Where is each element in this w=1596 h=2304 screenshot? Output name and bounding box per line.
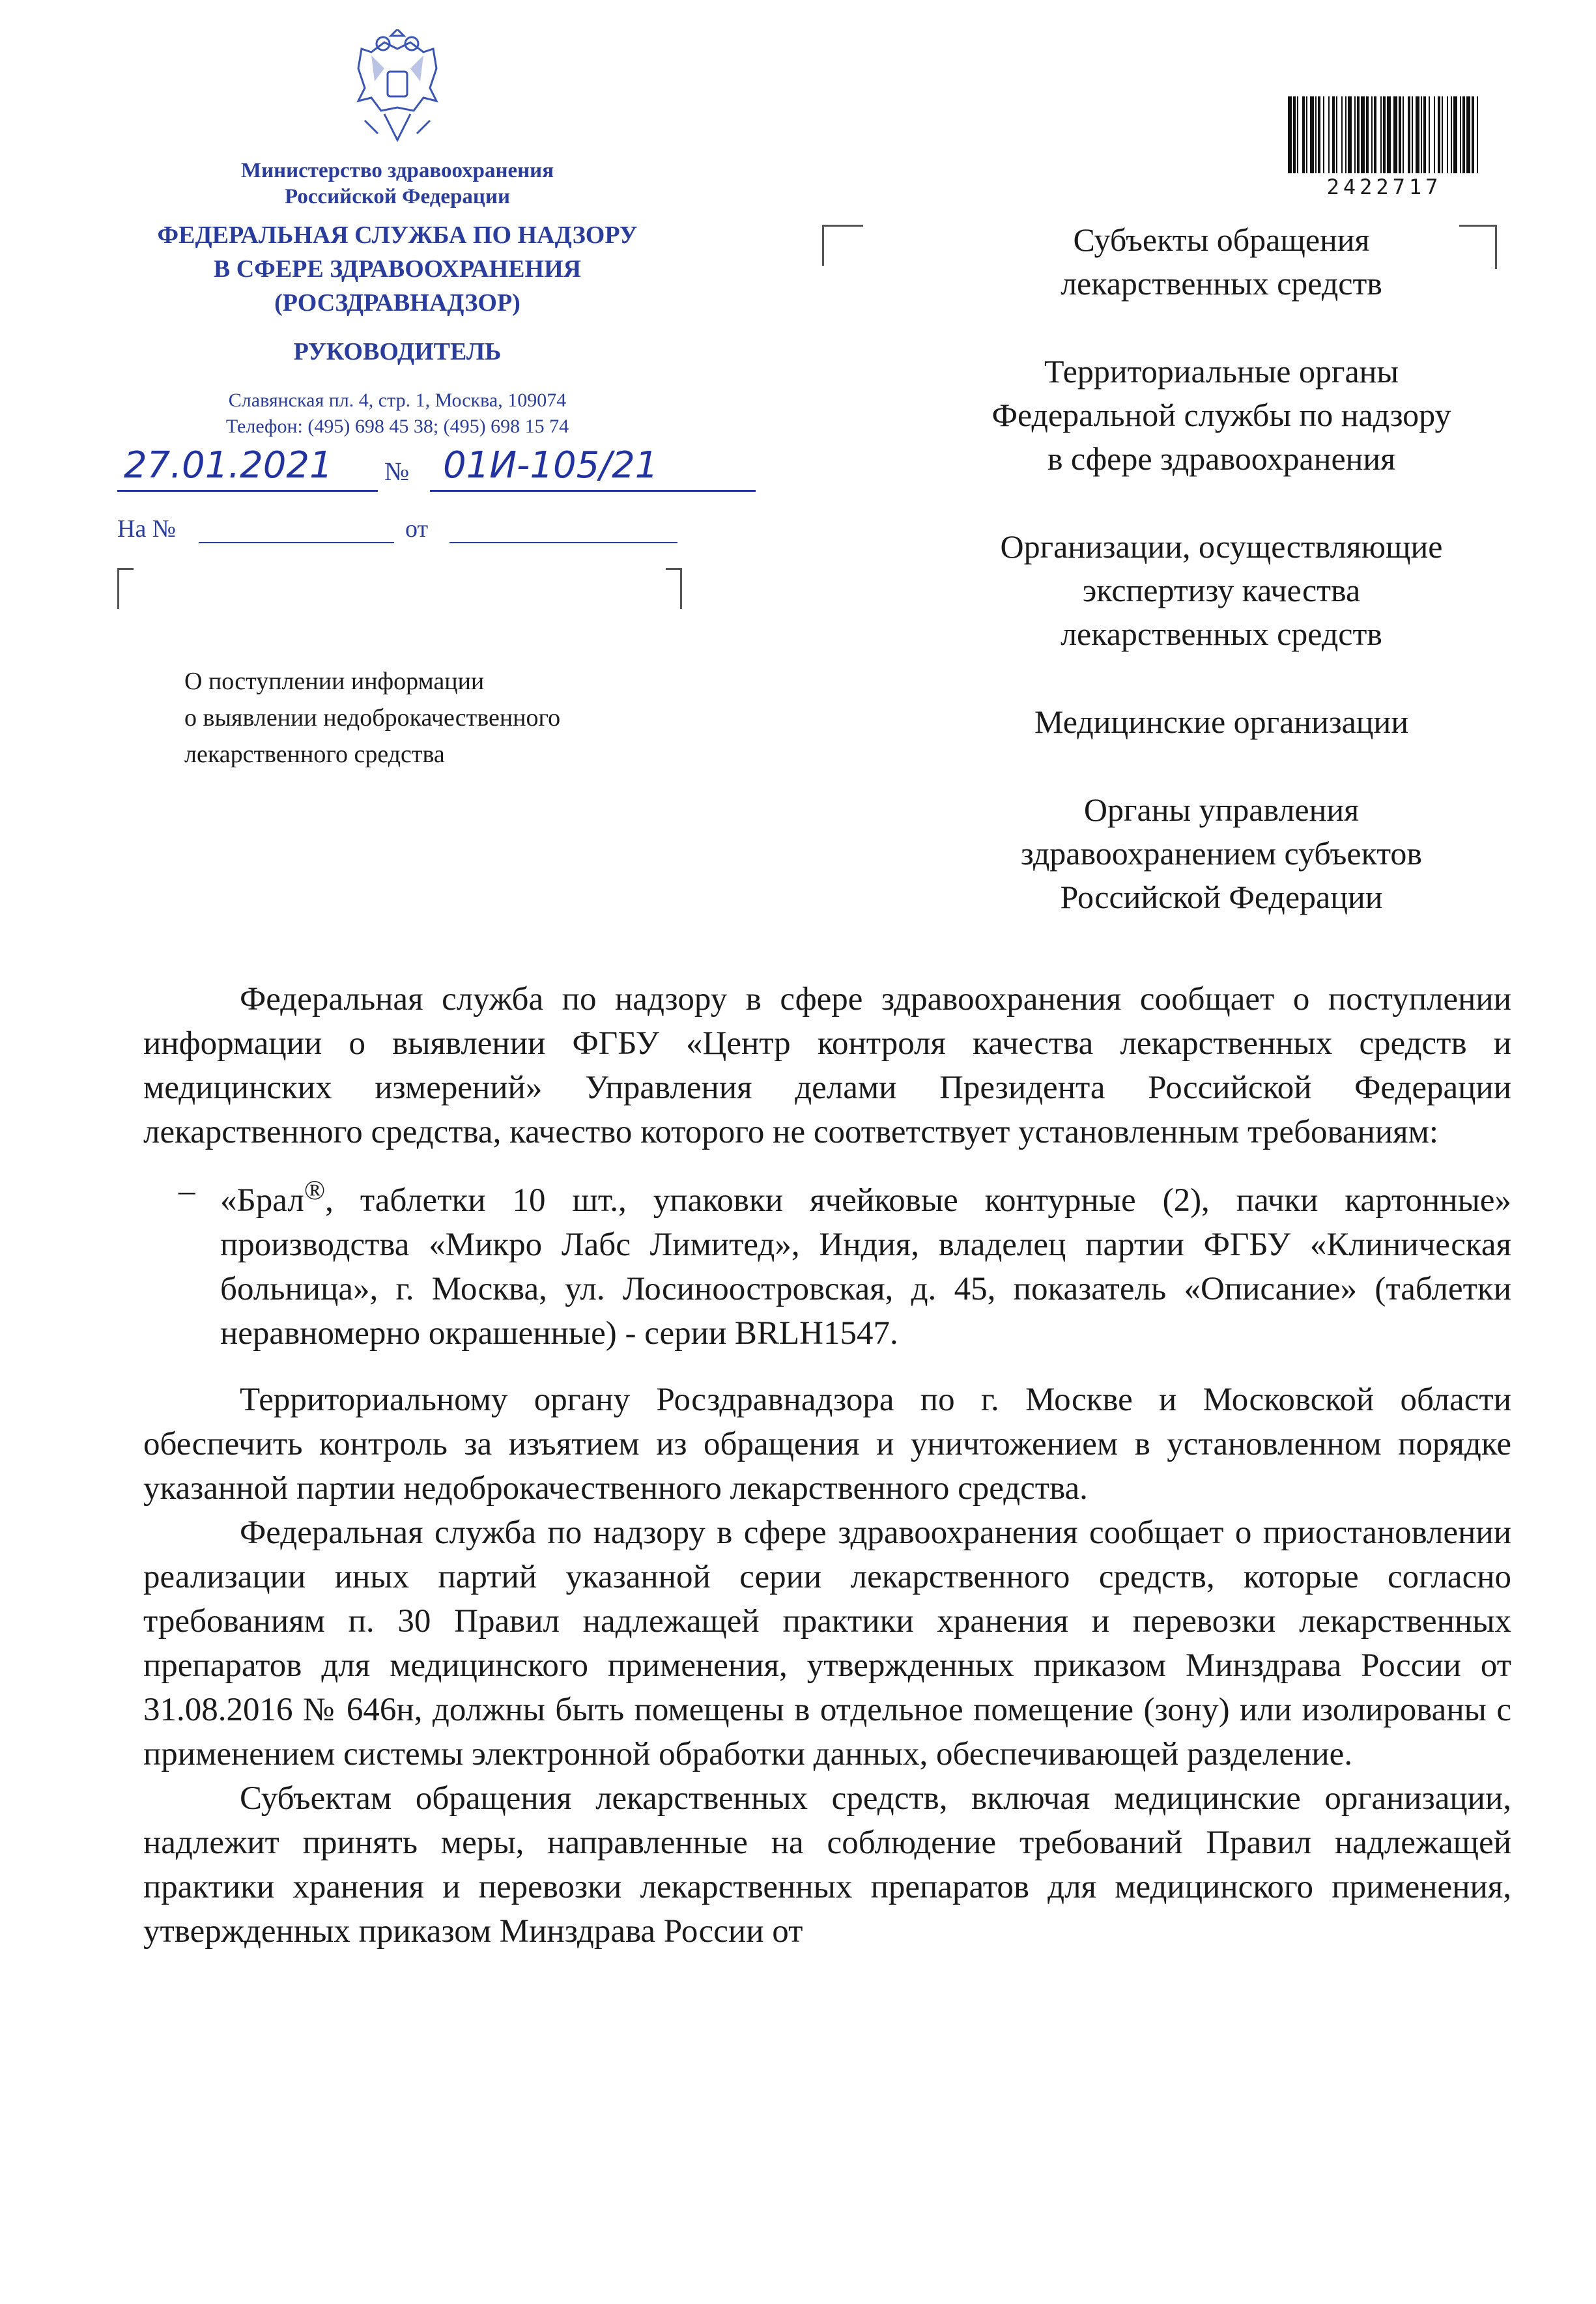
recipient-line: Федеральной службы по надзору	[991, 397, 1451, 433]
ministry-name	[117, 158, 677, 210]
barcode-bar	[1421, 96, 1422, 173]
body-paragraph: Федеральная служба по надзору в сфере здравоохранения сообщает о приостановлении реализации иных партий указанной серии лекарственного средств, которые согласно требованиям п. 30 Правил надлежащей практики хранения и перевозки лекарственных препаратов для медицинского применения, утвержденных приказом Минздрава России от 31.08.2016 № 646н, должны быть помещены в отдельное помещение (зону) или изолированы с применением системы электронной обработки данных, обеспечивающей разделение.	[143, 1515, 1511, 1772]
barcode-bar	[1472, 96, 1474, 173]
barcode-bar	[1361, 96, 1365, 173]
list-item-text-a: «Брал	[220, 1182, 304, 1219]
barcode-bar	[1383, 96, 1386, 173]
barcode-bar	[1453, 96, 1457, 173]
address: Славянская пл. 4, стр. 1, Москва, 109074	[228, 390, 567, 411]
recipient-group	[899, 788, 1544, 919]
recipient-group	[899, 350, 1544, 481]
number-underline	[430, 490, 756, 492]
barcode-bar	[1466, 96, 1470, 173]
barcode-bar	[1416, 96, 1419, 173]
recipient-group	[899, 700, 1544, 744]
registration-date: 27.01.2021	[124, 444, 333, 487]
subject-line-1: О поступлении информации	[184, 668, 485, 695]
barcode-bar	[1460, 96, 1461, 173]
recipient-group	[899, 218, 1544, 306]
body-paragraph: Субъектам обращения лекарственных средств, включая медицинские организации, надлежит принять меры, направленные на соблюдение требований Правил надлежащей практики хранения и перевозки лекарственных препаратов для медицинского применения, утвержденных приказом Минздрава России от	[143, 1780, 1511, 1950]
subject-line-3: лекарственного средства	[184, 741, 445, 768]
service-line-1: ФЕДЕРАЛЬНАЯ СЛУЖБА ПО НАДЗОРУ	[157, 221, 638, 249]
subject-line-2: о выявлении недоброкачественного	[184, 704, 561, 732]
list-marker: –	[178, 1173, 195, 1209]
letter-body	[143, 977, 1511, 1954]
recipient-line: Российской Федерации	[1060, 879, 1383, 915]
barcode-bar	[1442, 96, 1443, 173]
recipient-line: лекарственных средств	[1061, 616, 1382, 652]
barcode-bar	[1297, 96, 1298, 173]
barcode-bar	[1357, 96, 1360, 173]
barcode-bar	[1371, 96, 1373, 173]
recipient-line: Медицинские организации	[1034, 704, 1409, 740]
ministry-line-2: Российской Федерации	[285, 185, 510, 208]
recipient-line: в сфере здравоохранения	[1047, 440, 1396, 477]
barcode-bar	[1341, 96, 1343, 173]
barcode-bar	[1366, 96, 1369, 173]
registered-mark: ®	[304, 1175, 326, 1206]
body-paragraph: Федеральная служба по надзору в сфере здравоохранения сообщает о поступлении информации о выявлении ФГБУ «Центр контроля качества лекарственных средств и медицинских измерений» Управления делами Президента Российской Федерации лекарственного средства, качество которого не соответствует установленным требованиям:	[143, 981, 1511, 1150]
barcode-bar	[1354, 96, 1356, 173]
recipient-line: экспертизу качества	[1082, 572, 1361, 608]
service-line-2: В СФЕРЕ ЗДРАВООХРАНЕНИЯ	[213, 255, 582, 283]
barcode-bar	[1393, 96, 1397, 173]
barcode-bar	[1408, 96, 1410, 173]
recipient-line: лекарственных средств	[1061, 265, 1382, 302]
reply-label: На №	[117, 515, 177, 543]
barcode-bar	[1332, 96, 1335, 173]
phone: Телефон: (495) 698 45 38; (495) 698 15 74	[225, 416, 569, 437]
service-line-3: (РОСЗДРАВНАДЗОР)	[274, 289, 520, 317]
subject-block	[184, 663, 705, 773]
recipient-line: Органы управления	[1083, 791, 1360, 828]
reply-date-blank	[449, 542, 677, 543]
barcode-bar	[1412, 96, 1413, 173]
list-item-text-b: , таблетки 10 шт., упаковки ячейковые контурные (2), пачки картонные» производства «Микро Лабс Лимитед», Индия, владелец партии ФГБУ «Клиническая больница», г. Москва, ул. Лосиноостровская, д. 45, показатель «Описание» (таблетки неравномерно окрашенные) - серии BRLH1547.	[220, 1182, 1511, 1352]
barcode-bar	[1462, 96, 1465, 173]
contact-block	[104, 388, 691, 440]
recipient-group	[899, 525, 1544, 656]
body-paragraph: Территориальному органу Росздравнадзора по г. Москве и Московской области обеспечить контроль за изъятием из обращения и уничтожением в установленном порядке указанной партии недоброкачественного лекарственного средства.	[143, 1382, 1511, 1507]
barcode-number: 2422717	[1326, 175, 1442, 199]
barcode-bar	[1399, 96, 1401, 173]
corner-mark-right	[666, 568, 682, 609]
recipient-line: Организации, осуществляющие	[1000, 528, 1443, 565]
registration-number: 01И-105/21	[443, 444, 659, 487]
recipient-line: здравоохранением субъектов	[1020, 835, 1423, 872]
recipient-line: Субъекты обращения	[1073, 221, 1370, 258]
barcode-bar	[1345, 96, 1347, 173]
registration-line	[117, 444, 769, 496]
barcode-bar	[1438, 96, 1440, 173]
barcode-bar	[1429, 96, 1430, 173]
recipient-line: Территориальные органы	[1044, 353, 1399, 390]
barcode-bar	[1403, 96, 1404, 173]
barcode-bar	[1374, 96, 1376, 173]
barcode-icon	[1287, 96, 1482, 178]
head-title: РУКОВОДИТЕЛЬ	[293, 338, 502, 365]
barcode-bar	[1348, 96, 1352, 173]
ministry-line-1: Министерство здравоохранения	[240, 159, 554, 182]
barcode-bar	[1318, 96, 1320, 173]
barcode-bar	[1323, 96, 1324, 173]
reply-reference-row	[117, 515, 704, 547]
reply-from-label: от	[405, 515, 429, 543]
barcode-bar	[1336, 96, 1337, 173]
barcode-bar	[1477, 96, 1478, 173]
barcode-bar	[1380, 96, 1382, 173]
barcode-bar	[1387, 96, 1391, 173]
corner-mark-left	[117, 568, 134, 609]
barcode-bar	[1302, 96, 1305, 173]
date-underline	[117, 490, 378, 492]
barcode-bar	[1451, 96, 1452, 173]
recipients-list	[899, 218, 1544, 963]
barcode-bar	[1447, 96, 1448, 173]
recipients-corner-left	[822, 225, 863, 266]
service-name	[104, 218, 691, 320]
number-sign: №	[384, 457, 410, 486]
barcode-bar	[1315, 96, 1317, 173]
barcode-bar	[1434, 96, 1435, 173]
barcode-bar	[1288, 96, 1292, 173]
russian-coat-of-arms-icon	[345, 29, 449, 150]
barcode-bar	[1293, 96, 1296, 173]
barcode-bar	[1310, 96, 1314, 173]
barcode-bar	[1423, 96, 1426, 173]
list-item	[143, 1169, 1511, 1356]
barcode-bar	[1328, 96, 1330, 173]
reply-number-blank	[199, 542, 394, 543]
barcode-bar	[1306, 96, 1307, 173]
